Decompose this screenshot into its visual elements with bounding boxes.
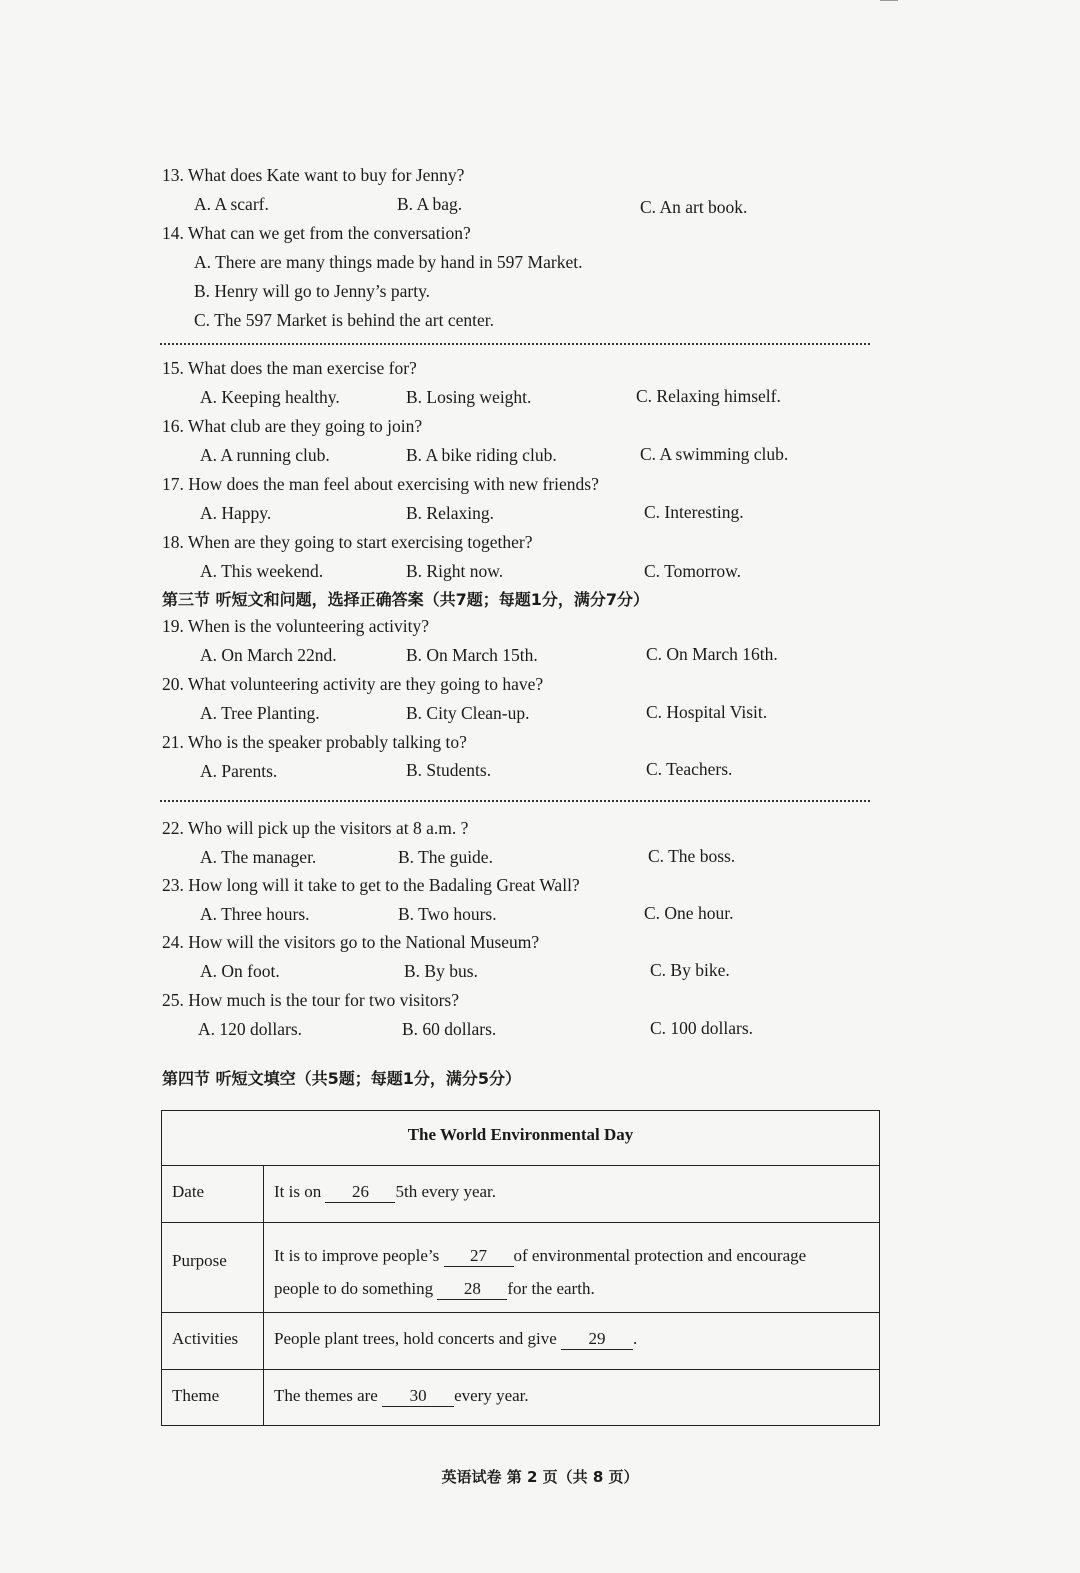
question-25: 25. How much is the tour for two visitors? xyxy=(162,990,459,1010)
blank-29: 29 xyxy=(561,1329,633,1350)
question-15: 15. What does the man exercise for? xyxy=(162,358,417,378)
question-21: 21. Who is the speaker probably talking to? xyxy=(162,732,467,752)
q19-option-a: A. On March 22nd. xyxy=(200,645,337,665)
row-label-date: Date xyxy=(162,1166,264,1223)
row-label-theme: Theme xyxy=(162,1370,264,1426)
q25-option-c: C. 100 dollars. xyxy=(650,1018,754,1038)
q21-option-a: A. Parents. xyxy=(200,761,278,781)
q20-option-b: B. City Clean-up. xyxy=(406,703,530,723)
row-value-activities xyxy=(264,1313,880,1370)
row-value-purpose xyxy=(264,1223,880,1313)
text: for the earth. xyxy=(507,1279,595,1298)
question-17: 17. How does the man feel about exercising with new friends? xyxy=(162,474,599,494)
fill-in-table xyxy=(161,1110,880,1426)
question-13: 13. What does Kate want to buy for Jenny? xyxy=(162,165,465,185)
q20-option-a: A. Tree Planting. xyxy=(200,703,320,723)
q18-option-a: A. This weekend. xyxy=(200,561,324,581)
blank-26: 26 xyxy=(325,1182,395,1203)
q25-option-b: B. 60 dollars. xyxy=(402,1019,497,1039)
q21-option-c: C. Teachers. xyxy=(646,759,733,779)
q23-option-b: B. Two hours. xyxy=(398,904,497,924)
question-22: 22. Who will pick up the visitors at 8 a.m. ? xyxy=(162,818,469,838)
q16-option-c: C. A swimming club. xyxy=(640,444,789,464)
question-20: 20. What volunteering activity are they going to have? xyxy=(162,674,544,694)
text: of environmental protection and encourage xyxy=(513,1246,807,1265)
q17-option-c: C. Interesting. xyxy=(644,502,744,522)
q13-option-b: B. A bag. xyxy=(397,194,463,214)
row-value-date xyxy=(264,1166,880,1223)
scan-mark xyxy=(880,0,898,1)
q23-option-a: A. Three hours. xyxy=(200,904,310,924)
q22-option-b: B. The guide. xyxy=(398,847,493,867)
divider xyxy=(160,800,870,802)
question-24: 24. How will the visitors go to the National Museum? xyxy=(162,932,540,952)
q14-option-b: B. Henry will go to Jenny’s party. xyxy=(194,281,431,301)
question-23: 23. How long will it take to get to the Badaling Great Wall? xyxy=(162,875,580,895)
q18-option-b: B. Right now. xyxy=(406,561,504,581)
q24-option-b: B. By bus. xyxy=(404,961,478,981)
q13-option-a: A. A scarf. xyxy=(194,194,269,214)
q23-option-c: C. One hour. xyxy=(644,903,734,923)
row-label-activities: Activities xyxy=(162,1313,264,1370)
table-title: The World Environmental Day xyxy=(162,1111,880,1166)
q17-option-b: B. Relaxing. xyxy=(406,503,494,523)
text: every year. xyxy=(454,1386,529,1405)
q18-option-c: C. Tomorrow. xyxy=(644,561,741,581)
text: It is on xyxy=(274,1182,326,1201)
q19-option-c: C. On March 16th. xyxy=(646,644,778,664)
question-14: 14. What can we get from the conversation? xyxy=(162,223,471,243)
section-3-heading: 第三节 听短文和问题，选择正确答案（共7题；每题1分，满分7分） xyxy=(162,590,649,609)
q19-option-b: B. On March 15th. xyxy=(406,645,538,665)
text: people to do something xyxy=(274,1279,438,1298)
q13-option-c: C. An art book. xyxy=(640,197,748,217)
blank-28: 28 xyxy=(437,1279,507,1300)
q22-option-a: A. The manager. xyxy=(200,847,317,867)
q15-option-b: B. Losing weight. xyxy=(406,387,532,407)
text: People plant trees, hold concerts and give xyxy=(274,1329,562,1348)
q15-option-c: C. Relaxing himself. xyxy=(636,386,781,406)
q14-option-a: A. There are many things made by hand in 597 Market. xyxy=(194,252,583,272)
text: It is to improve people’s xyxy=(274,1246,444,1265)
question-18: 18. When are they going to start exercising together? xyxy=(162,532,533,552)
section-4-heading: 第四节 听短文填空（共5题；每题1分，满分5分） xyxy=(162,1069,521,1088)
row-label-purpose: Purpose xyxy=(162,1223,264,1313)
question-19: 19. When is the volunteering activity? xyxy=(162,616,429,636)
q24-option-a: A. On foot. xyxy=(200,961,280,981)
question-16: 16. What club are they going to join? xyxy=(162,416,423,436)
q16-option-a: A. A running club. xyxy=(200,445,330,465)
q24-option-c: C. By bike. xyxy=(650,960,730,980)
blank-30: 30 xyxy=(382,1386,454,1407)
q20-option-c: C. Hospital Visit. xyxy=(646,702,768,722)
q16-option-b: B. A bike riding club. xyxy=(406,445,557,465)
page-footer: 英语试卷 第 2 页（共 8 页） xyxy=(441,1468,639,1486)
q25-option-a: A. 120 dollars. xyxy=(198,1019,303,1039)
text: The themes are xyxy=(274,1386,383,1405)
q14-option-c: C. The 597 Market is behind the art center. xyxy=(194,310,495,330)
q15-option-a: A. Keeping healthy. xyxy=(200,387,340,407)
divider xyxy=(160,343,870,345)
row-value-theme xyxy=(264,1370,880,1426)
text: . xyxy=(633,1329,638,1348)
blank-27: 27 xyxy=(444,1246,514,1267)
text: 5th every year. xyxy=(395,1182,497,1201)
q17-option-a: A. Happy. xyxy=(200,503,272,523)
q21-option-b: B. Students. xyxy=(406,760,492,780)
q22-option-c: C. The boss. xyxy=(648,846,736,866)
